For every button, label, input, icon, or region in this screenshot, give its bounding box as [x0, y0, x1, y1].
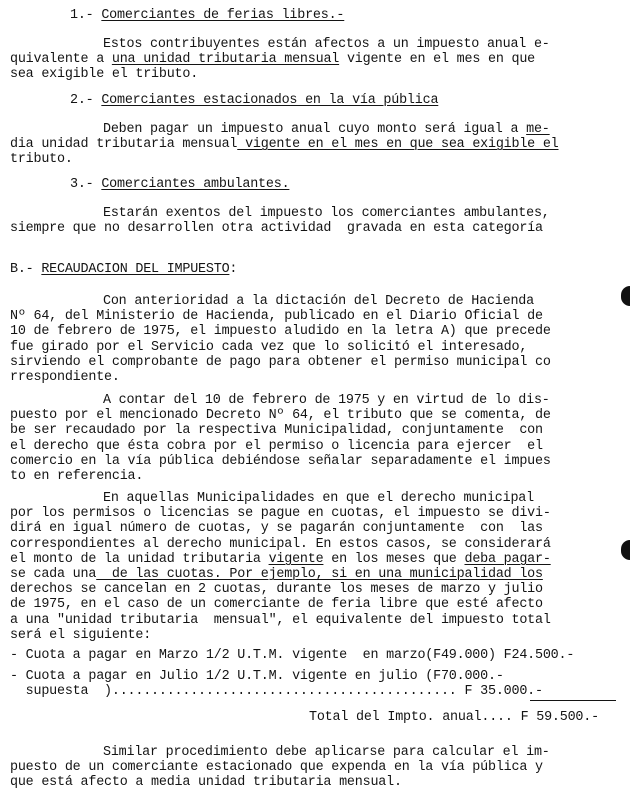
paragraph-line: sirviendo el comprobante de pago para obtener el permiso municipal co [10, 354, 551, 370]
paragraph-line: be ser recaudado por la respectiva Municipalidad, conjuntamente con [10, 423, 543, 439]
paragraph-line: dirá en igual número de cuotas, y se pagarán conjuntamente con las [10, 521, 543, 537]
item-heading-text: Comerciantes ambulantes. [101, 177, 290, 192]
item-body-line [103, 122, 550, 137]
item-body-line: tributo. [10, 152, 73, 167]
paragraph-line: puesto por el mencionado Decreto Nº 64, el tributo que se comenta, de [10, 408, 551, 424]
text-segment: se cada una [10, 567, 97, 582]
text-segment: Deben pagar un impuesto anual cuyo monto será igual a [103, 122, 527, 137]
section-b-heading [10, 262, 237, 277]
paragraph-line: A contar del 10 de febrero de 1975 y en virtud de lo dis- [103, 393, 550, 408]
section-title: RECAUDACION DEL IMPUESTO [41, 262, 230, 277]
paragraph-line: será el siguiente: [10, 627, 152, 643]
item-body-line: siempre que no desarrollen otra actividad gravada en esta categoría [10, 221, 543, 236]
underlined-text: me- [526, 122, 550, 137]
text-segment: dia unidad tributaria mensual [10, 137, 238, 152]
text-segment: vigente en el mes en que [339, 52, 536, 67]
paragraph-line: 10 de febrero de 1975, el impuesto aludido en la letra A) que precede [10, 324, 551, 340]
paragraph-line: a una "unidad tributaria mensual", el equivalente del impuesto total [10, 612, 551, 628]
punch-hole-mark [621, 540, 630, 560]
paragraph-line: por los permisos o licencias se pague en cuotas, el impuesto se divi- [10, 506, 551, 522]
underlined-text: deba pagar- [464, 551, 551, 567]
underlined-text: de las cuotas. Por ejemplo, si en una municipalidad los [96, 567, 543, 582]
paragraph-line: derechos se cancelan en 2 cuotas, durante los meses de marzo y julio [10, 582, 543, 598]
calculation-line: supuesta )............................................ F 35.000.- [10, 684, 543, 699]
paragraph-line: Nº 64, del Ministerio de Hacienda, publicado en el Diario Oficial de [10, 309, 543, 325]
paragraph-line: En aquellas Municipalidades en que el derecho municipal [103, 491, 534, 506]
closing-line: Similar procedimiento debe aplicarse para calcular el im- [103, 745, 550, 760]
paragraph-line: correspondientes al derecho municipal. En estos casos, se considerará [10, 536, 551, 552]
sum-rule [530, 700, 616, 701]
item-heading [70, 177, 289, 192]
underlined-text: vigente en el mes en que sea exigible el [237, 137, 559, 152]
punch-hole-mark [621, 286, 630, 306]
paragraph-line [10, 567, 543, 582]
paragraph-line: el derecho que ésta cobra por el permiso o licencia para ejercer el [10, 438, 543, 454]
paragraph-line: comercio en la vía pública debiéndose señalar separadamente el impues [10, 453, 551, 469]
paragraph-line: rrespondiente. [10, 370, 120, 385]
closing-line: puesto de un comerciante estacionado que expenda en la vía pública y [10, 760, 543, 776]
paragraph-line: Con anterioridad a la dictación del Decreto de Hacienda [103, 294, 534, 309]
item-heading [70, 8, 344, 23]
text-segment: en los meses que [323, 551, 465, 567]
paragraph-line [10, 552, 551, 567]
section-title-colon: : [229, 262, 238, 277]
item-number: 3.- [70, 177, 102, 192]
paragraph-line: fue girado por el Servicio cada vez que lo solicitó el interesado, [10, 339, 528, 355]
total-line: Total del Impto. anual.... F 59.500.- [309, 710, 599, 725]
item-body-line: Estarán exentos del impuesto los comerciantes ambulantes, [103, 206, 550, 221]
section-prefix: B.- [10, 262, 42, 277]
item-heading [70, 93, 438, 108]
item-heading-text: Comerciantes estacionados en la vía pública [101, 93, 439, 108]
item-heading-text: Comerciantes de ferias libres.- [101, 8, 345, 23]
calculation-line: - Cuota a pagar en Julio 1/2 U.T.M. vigente en julio (F70.000.- [10, 669, 504, 684]
item-body-line [10, 52, 535, 67]
item-body-line: sea exigible el tributo. [10, 67, 199, 82]
closing-line: que está afecto a media unidad tributaria mensual. [10, 775, 402, 791]
item-body-line [10, 137, 559, 152]
text-segment: el monto de la unidad tributaria [10, 551, 269, 567]
paragraph-line: to en referencia. [10, 469, 144, 484]
underlined-text: una unidad tributaria mensual [111, 52, 340, 67]
item-number: 1.- [70, 8, 102, 23]
underlined-text: vigente [268, 551, 324, 567]
item-number: 2.- [70, 93, 102, 108]
calculation-line: - Cuota a pagar en Marzo 1/2 U.T.M. vigente en marzo(F49.000) F24.500.- [10, 648, 575, 663]
item-body-line: Estos contribuyentes están afectos a un impuesto anual e- [103, 37, 550, 52]
text-segment: quivalente a [10, 52, 112, 67]
paragraph-line: de 1975, en el caso de un comerciante de feria libre que esté afecto [10, 597, 543, 613]
